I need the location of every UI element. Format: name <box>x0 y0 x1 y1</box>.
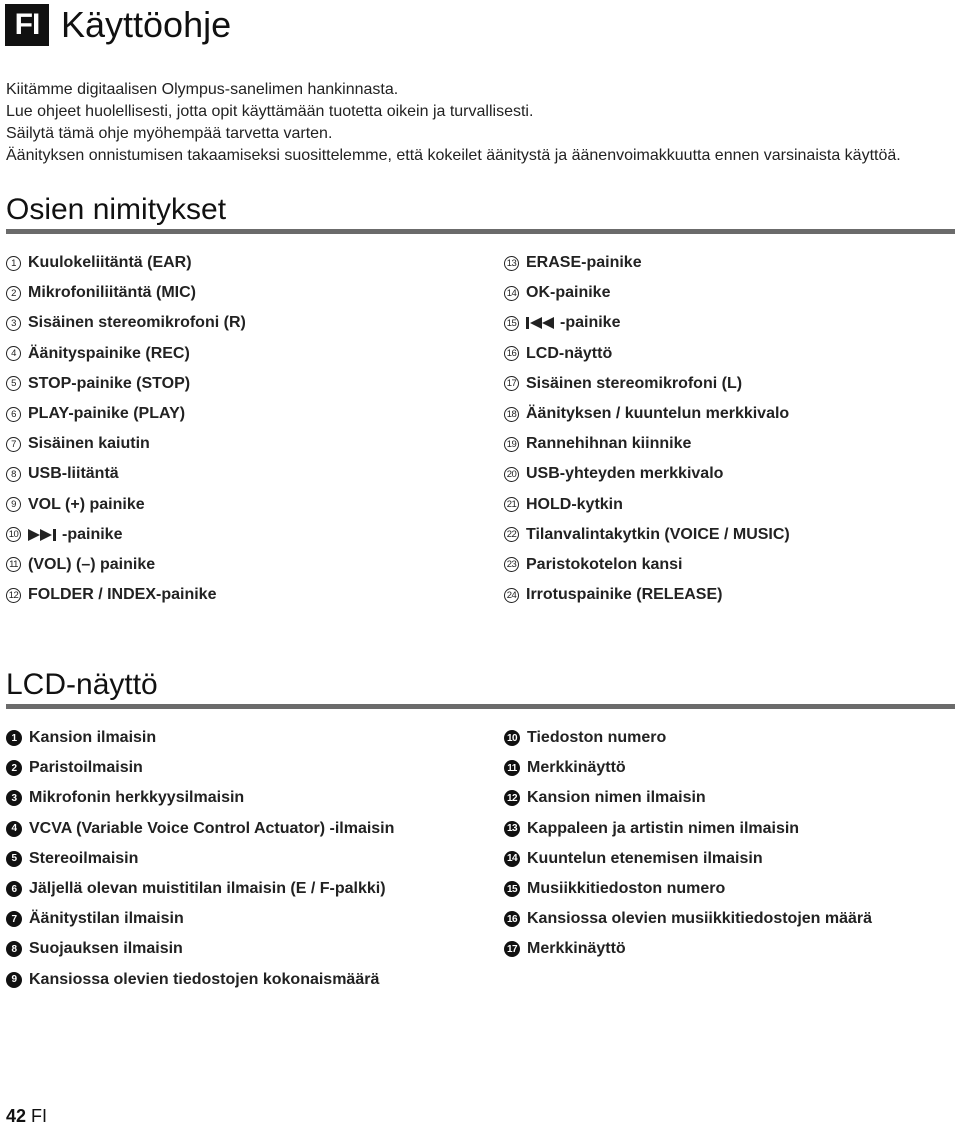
list-item <box>504 490 790 520</box>
item-label: Kansion nimen ilmaisin <box>527 789 706 807</box>
item-label: HOLD-kytkin <box>526 495 623 513</box>
list-item <box>504 783 872 813</box>
item-number: 7 <box>6 911 22 927</box>
item-number: 16 <box>504 911 520 927</box>
list-item <box>6 723 394 753</box>
list-item <box>504 520 790 550</box>
list-item <box>6 399 246 429</box>
item-number: 12 <box>6 588 21 603</box>
item-number: 17 <box>504 941 520 957</box>
parts-list-right <box>504 248 790 610</box>
parts-list-left <box>6 248 246 610</box>
intro-line: Äänityksen onnistumisen takaamiseksi suosittelemme, että kokeilet äänitystä ja äänenvoimakkuutta ennen varsinaista käyttöä. <box>6 147 901 164</box>
item-number: 2 <box>6 286 21 301</box>
item-label: Mikrofoniliitäntä (MIC) <box>28 284 196 302</box>
section-divider <box>6 229 955 234</box>
item-number: 1 <box>6 256 21 271</box>
list-item <box>6 753 394 783</box>
item-number: 8 <box>6 467 21 482</box>
skip-forward-icon <box>28 529 62 541</box>
item-label: STOP-painike (STOP) <box>28 374 191 392</box>
lcd-list-right <box>504 723 872 965</box>
item-number: 11 <box>6 557 21 572</box>
list-item <box>6 490 246 520</box>
item-label: Irrotuspainike (RELEASE) <box>526 586 723 604</box>
item-label: Paristokotelon kansi <box>526 555 683 573</box>
item-label: PLAY-painike (PLAY) <box>28 405 186 423</box>
item-number: 4 <box>6 346 21 361</box>
item-label: Musiikkitiedoston numero <box>527 880 726 898</box>
item-number: 18 <box>504 407 519 422</box>
list-item <box>504 550 790 580</box>
item-label: Jäljellä olevan muistitilan ilmaisin (E / F-palkki) <box>29 880 386 898</box>
item-number: 19 <box>504 437 519 452</box>
item-number: 13 <box>504 821 520 837</box>
list-item <box>504 844 872 874</box>
list-item <box>6 369 246 399</box>
item-number: 12 <box>504 790 520 806</box>
list-item <box>6 459 246 489</box>
item-label: Paristoilmaisin <box>29 759 143 777</box>
item-number: 14 <box>504 286 519 301</box>
item-label: ERASE-painike <box>526 254 642 272</box>
item-number: 6 <box>6 407 21 422</box>
item-number: 9 <box>6 497 21 512</box>
language-badge: FI <box>5 4 49 46</box>
item-label: Äänityksen / kuuntelun merkkivalo <box>526 405 790 423</box>
item-label: FOLDER / INDEX-painike <box>28 586 217 604</box>
list-item <box>6 904 394 934</box>
item-label: Kappaleen ja artistin nimen ilmaisin <box>527 819 800 837</box>
item-number: 10 <box>6 527 21 542</box>
item-label: Sisäinen stereomikrofoni (R) <box>28 314 246 332</box>
list-item <box>504 874 872 904</box>
item-number: 11 <box>504 760 520 776</box>
item-label: Sisäinen kaiutin <box>28 435 150 453</box>
list-item <box>504 308 790 338</box>
item-number: 3 <box>6 316 21 331</box>
list-item <box>6 550 246 580</box>
item-label: Mikrofonin herkkyysilmaisin <box>29 789 245 807</box>
item-label: OK-painike <box>526 284 611 302</box>
list-item <box>504 934 872 964</box>
item-label: Tilanvalintakytkin (VOICE / MUSIC) <box>526 525 790 543</box>
parts-section-title: Osien nimitykset <box>6 193 227 226</box>
item-number: 4 <box>6 821 22 837</box>
list-item <box>504 369 790 399</box>
item-label: Kuuntelun etenemisen ilmaisin <box>527 849 763 867</box>
lcd-list-left <box>6 723 394 995</box>
item-number: 5 <box>6 851 22 867</box>
item-label: VCVA (Variable Voice Control Actuator) -ilmaisin <box>29 819 395 837</box>
page-title: Käyttöohje <box>61 4 232 45</box>
item-label: Kansiossa olevien musiikkitiedostojen määrä <box>527 910 873 928</box>
item-label: Kuulokeliitäntä (EAR) <box>28 254 192 272</box>
intro-text <box>6 79 901 167</box>
list-item <box>504 814 872 844</box>
list-item <box>6 429 246 459</box>
list-item <box>504 429 790 459</box>
item-label: Tiedoston numero <box>527 729 667 747</box>
list-item <box>6 339 246 369</box>
item-number: 23 <box>504 557 519 572</box>
item-number: 20 <box>504 467 519 482</box>
item-number: 9 <box>6 972 22 988</box>
list-item <box>504 248 790 278</box>
item-label: -painike <box>62 525 123 543</box>
item-label: (VOL) (–) painike <box>28 555 156 573</box>
footer-lang-code: FI <box>31 1106 48 1126</box>
list-item <box>6 965 394 995</box>
item-label: USB-yhteyden merkkivalo <box>526 465 724 483</box>
item-label: Merkkinäyttö <box>527 940 626 958</box>
list-item <box>504 580 790 610</box>
section-divider <box>6 704 955 709</box>
list-item <box>504 723 872 753</box>
item-number: 3 <box>6 790 22 806</box>
intro-line: Säilytä tämä ohje myöhempää tarvetta varten. <box>6 125 333 142</box>
item-number: 14 <box>504 851 520 867</box>
item-number: 24 <box>504 588 519 603</box>
item-number: 22 <box>504 527 519 542</box>
item-number: 1 <box>6 730 22 746</box>
skip-back-icon <box>526 317 560 329</box>
item-number: 2 <box>6 760 22 776</box>
intro-line: Kiitämme digitaalisen Olympus-sanelimen hankinnasta. <box>6 81 399 98</box>
list-item <box>504 459 790 489</box>
page-footer <box>6 1106 47 1127</box>
item-number: 7 <box>6 437 21 452</box>
list-item <box>6 874 394 904</box>
list-item <box>504 904 872 934</box>
list-item <box>6 783 394 813</box>
item-label: USB-liitäntä <box>28 465 119 483</box>
item-number: 17 <box>504 376 519 391</box>
item-number: 21 <box>504 497 519 512</box>
item-number: 8 <box>6 941 22 957</box>
list-item <box>504 278 790 308</box>
list-item <box>6 814 394 844</box>
list-item <box>6 934 394 964</box>
item-label: Kansiossa olevien tiedostojen kokonaismäärä <box>29 970 380 988</box>
item-label: Suojauksen ilmaisin <box>29 940 183 958</box>
item-number: 6 <box>6 881 22 897</box>
item-label: -painike <box>560 314 621 332</box>
item-label: VOL (+) painike <box>28 495 145 513</box>
list-item <box>6 844 394 874</box>
item-number: 15 <box>504 881 520 897</box>
item-label: Kansion ilmaisin <box>29 729 157 747</box>
list-item <box>504 399 790 429</box>
list-item <box>504 753 872 783</box>
page-number: 42 <box>6 1106 27 1126</box>
item-label: Äänitystilan ilmaisin <box>29 910 184 928</box>
list-item <box>6 308 246 338</box>
item-label: Stereoilmaisin <box>29 849 139 867</box>
list-item <box>6 278 246 308</box>
item-number: 13 <box>504 256 519 271</box>
item-number: 5 <box>6 376 21 391</box>
item-label: LCD-näyttö <box>526 344 613 362</box>
item-number: 16 <box>504 346 519 361</box>
lcd-section-title: LCD-näyttö <box>6 668 158 701</box>
item-label: Rannehihnan kiinnike <box>526 435 692 453</box>
intro-line: Lue ohjeet huolellisesti, jotta opit käyttämään tuotetta oikein ja turvallisesti. <box>6 103 534 120</box>
list-item <box>6 520 246 550</box>
list-item <box>6 580 246 610</box>
item-number: 15 <box>504 316 519 331</box>
item-number: 10 <box>504 730 520 746</box>
page-header <box>5 4 231 46</box>
item-label: Sisäinen stereomikrofoni (L) <box>526 374 743 392</box>
list-item <box>504 339 790 369</box>
item-label: Merkkinäyttö <box>527 759 626 777</box>
item-label: Äänityspainike (REC) <box>28 344 190 362</box>
list-item <box>6 248 246 278</box>
